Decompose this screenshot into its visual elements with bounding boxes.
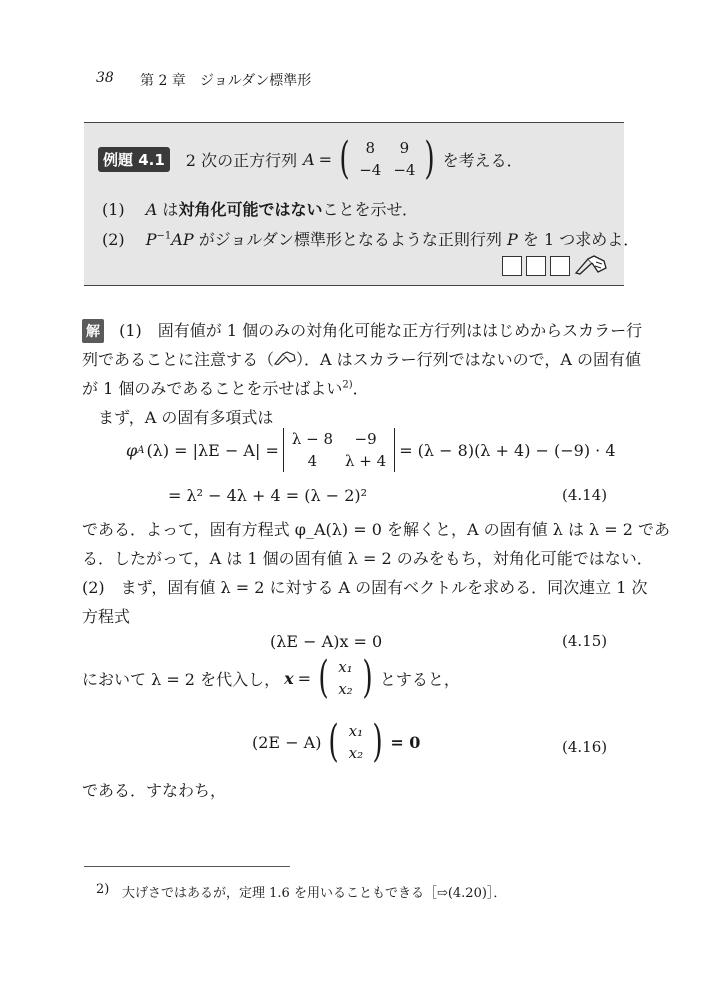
- solution-line-1: [82, 318, 642, 343]
- question-2: [102, 227, 639, 250]
- matrix-eq: =: [318, 149, 333, 169]
- page-number: 38: [96, 70, 114, 86]
- matrix-name: A: [303, 149, 315, 169]
- solution-line-8: 方程式: [82, 607, 131, 626]
- q2-expr: P: [145, 230, 157, 249]
- pencil-hand-icon: [574, 253, 608, 279]
- matrix-cell: 8: [365, 139, 376, 157]
- det-cell: −9: [354, 430, 377, 448]
- solution-line-6: る．したがって，A は 1 個の固有値 λ = 2 のみをもち，対角化可能ではない．: [82, 549, 653, 568]
- q2-label: (2): [102, 230, 125, 249]
- matrix-cell: 9: [399, 139, 410, 157]
- matrix-A: ( 8 9 −4 −4 ): [339, 133, 436, 184]
- q1-pre: は: [162, 200, 179, 219]
- solution-line-10: である．すなわち，: [82, 781, 227, 800]
- equation-3: (λE − A)x = 0: [270, 632, 383, 651]
- vec-cell: x₁: [338, 658, 353, 676]
- checkbox-group: [502, 253, 608, 279]
- q2-post: を 1 つ求めよ．: [522, 230, 640, 249]
- q1-bold: 対角化可能ではない: [178, 200, 323, 219]
- q1-label: (1): [102, 200, 125, 219]
- vec-name: x: [284, 668, 294, 688]
- solution-text: ．: [352, 379, 369, 398]
- vector-x: ( x₁ x₂ ): [318, 652, 373, 703]
- solution-line-7: (2) まず，固有値 λ = 2 に対する A の固有ベクトルを求める．同次連立 1 次: [82, 578, 648, 597]
- vec-cell: x₁: [348, 722, 364, 740]
- determinant: [283, 428, 395, 472]
- equation-2: = λ² − 4λ + 4 = (λ − 2)²: [168, 486, 368, 505]
- chapter-label: 第 2 章: [140, 73, 186, 89]
- matrix-cell: −4: [359, 161, 382, 179]
- question-1: [102, 197, 418, 220]
- matrix-cell: −4: [393, 161, 416, 179]
- vec-cell: x₂: [348, 744, 364, 762]
- footnote-ref[interactable]: 2): [342, 379, 353, 391]
- example-badge: 例題 4.1: [98, 147, 170, 172]
- hand-ref-icon: [274, 349, 296, 369]
- eq1-sub: A: [137, 444, 145, 456]
- eq1-phi: φ: [126, 440, 138, 460]
- eq1-right: = (λ − 8)(λ + 4) − (−9) · 4: [399, 440, 616, 460]
- solution-line-5: である．よって，固有方程式 φ_A(λ) = 0 を解くと，A の固有値 λ は λ = 2 であ: [82, 520, 671, 539]
- equation-number: (4.14): [562, 486, 608, 504]
- det-cell: 4: [307, 452, 318, 470]
- det-cell: λ + 4: [345, 452, 387, 470]
- vec-cell: x₂: [338, 680, 353, 698]
- check-box[interactable]: [502, 256, 522, 276]
- solution-text: とすると，: [379, 669, 460, 689]
- check-box[interactable]: [526, 256, 546, 276]
- solution-line-4: まず，A の固有多項式は: [98, 408, 274, 427]
- solution-text: 列であることに注意する（: [82, 350, 275, 369]
- footnote-rule: [84, 866, 290, 867]
- q2-expr2: AP: [171, 230, 194, 249]
- example-intro-line: [98, 133, 523, 184]
- example-box: [84, 122, 640, 286]
- det-cell: λ − 8: [291, 430, 334, 448]
- example-intro-post: を考える．: [442, 150, 523, 170]
- solution-badge: 解: [82, 319, 104, 343]
- solution-line-2: [82, 347, 641, 370]
- vec-eq: =: [297, 668, 312, 688]
- solution-line-3: [82, 376, 369, 399]
- solution-text: が 1 個のみであることを示せばよい: [82, 379, 343, 398]
- solution-text: (1) 固有値が 1 個のみの対角化可能な正方行列ははじめからスカラー行: [119, 321, 643, 340]
- solution-line-9: [82, 652, 460, 703]
- q2-sup: −1: [156, 230, 172, 242]
- equation-4: [252, 716, 421, 767]
- vector-x2: ( x₁ x₂ ): [328, 716, 383, 767]
- equation-char-poly: [126, 428, 616, 472]
- chapter-title: ジョルダン標準形: [200, 73, 312, 89]
- equation-number: (4.16): [562, 738, 608, 756]
- eq4-right: = 0: [390, 732, 421, 752]
- eq1-mid: (λ) = |λE − A| =: [146, 440, 279, 460]
- q2-var: P: [507, 230, 518, 249]
- solution-text: において λ = 2 を代入し，: [82, 669, 281, 689]
- q2-mid: がジョルダン標準形となるような正則行列: [198, 230, 502, 249]
- solution-text: ）．A はスカラー行列ではないので，A の固有値: [296, 350, 641, 369]
- eq4-left: (2E − A): [252, 732, 322, 752]
- footnote-mark: 2): [96, 882, 110, 897]
- footnote-text: 大げさではあるが，定理 1.6 を用いることもできる［⇨(4.20)］．: [122, 886, 507, 901]
- example-intro-pre: 2 次の正方行列: [185, 150, 298, 170]
- check-box[interactable]: [550, 256, 570, 276]
- q1-var: A: [145, 200, 158, 219]
- q1-post: ことを示せ．: [322, 200, 418, 219]
- equation-number: (4.15): [562, 632, 608, 650]
